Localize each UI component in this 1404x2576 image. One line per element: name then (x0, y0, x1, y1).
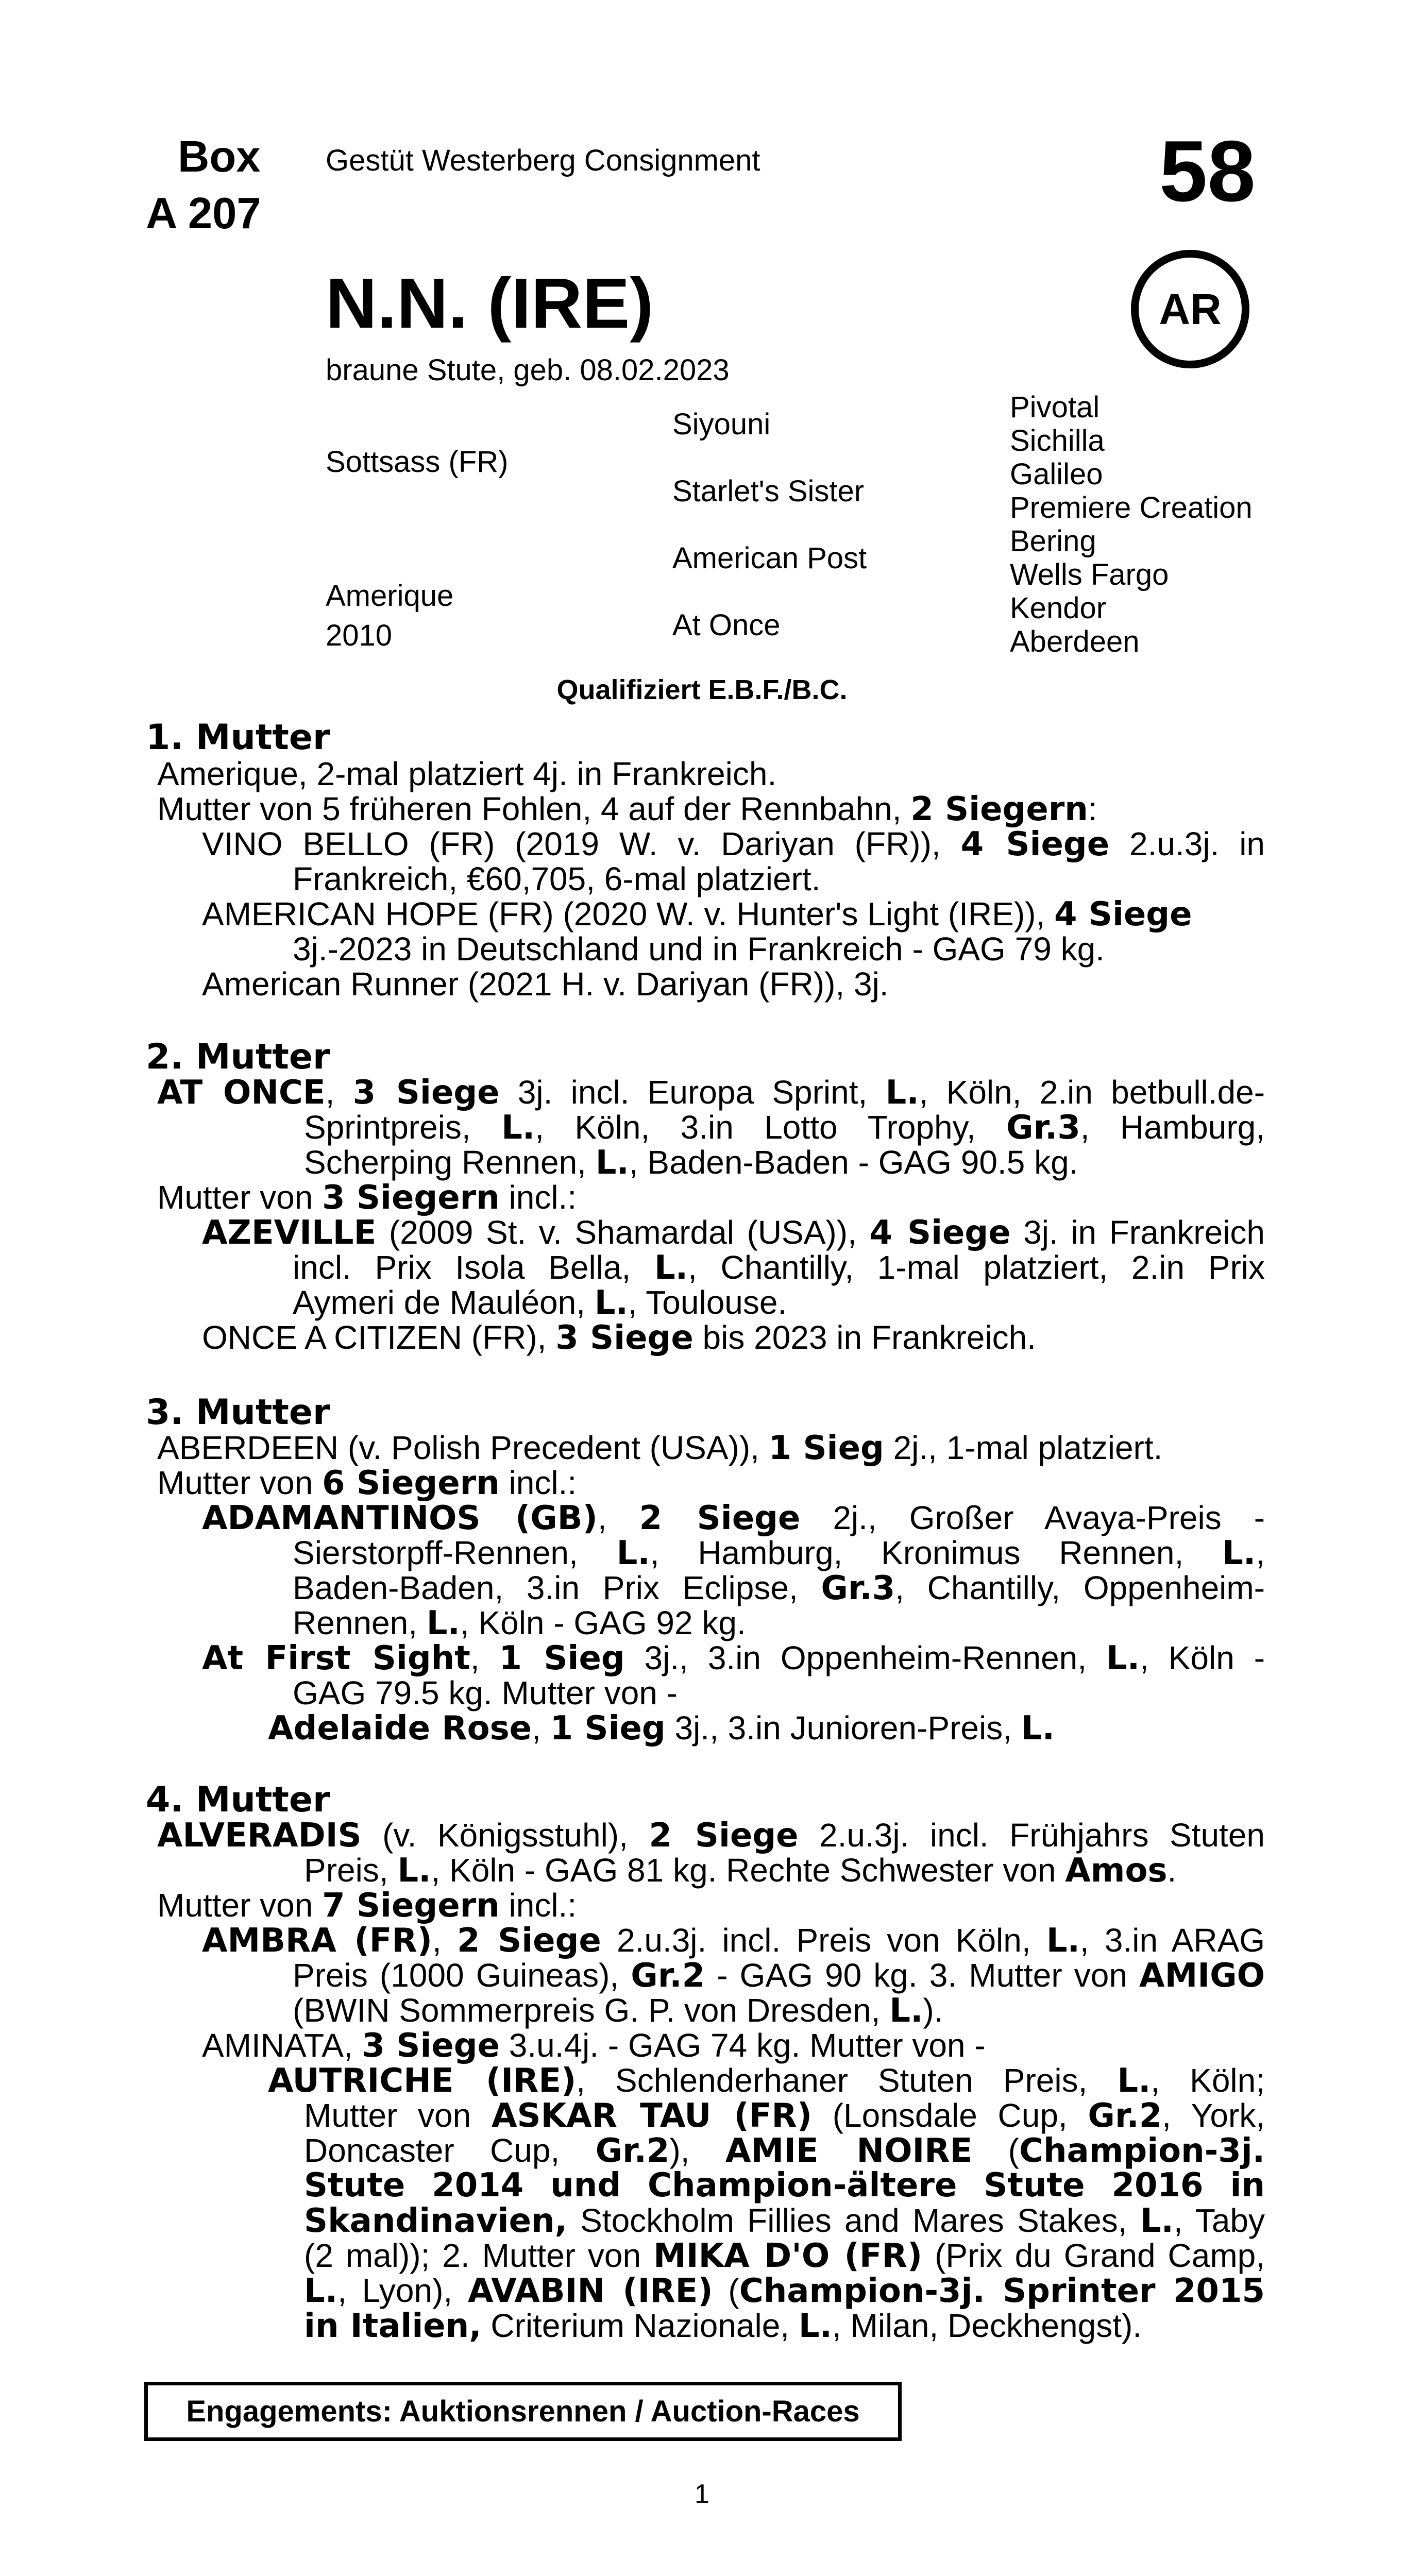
m1-line-1: Amerique, 2-mal platziert 4j. in Frankreich. (157, 755, 777, 792)
ar-badge-label: AR (1159, 284, 1222, 333)
m3-adamantinos-line-4: Rennen, L., Köln - GAG 92 kg. (293, 1604, 746, 1642)
pedigree-sire-dam: Starlet's Sister (672, 474, 865, 508)
m4-autriche-line-2: Mutter von ASKAR TAU (FR) (Lonsdale Cup, Gr.2, York, (304, 2097, 1265, 2135)
section-heading-1: 1. Mutter (146, 717, 330, 758)
pedigree-sire: Sottsass (FR) (326, 445, 509, 479)
consignor: Gestüt Westerberg Consignment (326, 144, 760, 177)
pedigree-dam: Amerique (326, 579, 454, 613)
box-number: A 207 (146, 189, 261, 238)
m3-line-2: Mutter von 6 Siegern incl.: (157, 1464, 577, 1502)
m1-line-2: Mutter von 5 früheren Fohlen, 4 auf der Rennbahn, 2 Siegern: (157, 790, 1097, 828)
box-label: Box (178, 132, 261, 181)
engagements-text: Engagements: Auktionsrennen / Auction-Races (186, 2395, 860, 2428)
m4-autriche-line-4: Stute 2014 und Champion-ältere Stute 2016 in (304, 2166, 1265, 2205)
engagements-box (144, 2382, 902, 2441)
m4-ambra-line-2: Preis (1000 Guineas), Gr.2 - GAG 90 kg. 3. Mutter von AMIGO (293, 1957, 1265, 1995)
m2-azeville-line-3: Aymeri de Mauléon, L., Toulouse. (293, 1284, 787, 1322)
m4-autriche-line-7: L., Lyon), AVABIN (IRE) (Champion-3j. Sprinter 2015 (304, 2272, 1265, 2310)
m3-adamantinos-line-1: ADAMANTINOS (GB), 2 Siege 2j., Großer Avaya-Preis - (202, 1499, 1265, 1537)
m4-ambra-line-1: AMBRA (FR), 2 Siege 2.u.3j. incl. Preis von Köln, L., 3.in ARAG (202, 1922, 1265, 1960)
m4-autriche-line-5: Skandinavien, Stockholm Fillies and Mares Stakes, L., Taby (304, 2202, 1265, 2240)
m4-autriche-line-8: in Italien, Criterium Nazionale, L., Milan, Deckhengst). (304, 2307, 1142, 2345)
m2-line-4: Mutter von 3 Siegern incl.: (157, 1179, 577, 1217)
m3-adamantinos-line-2: Sierstorpff-Rennen, L., Hamburg, Kronimus Rennen, L., (293, 1534, 1265, 1572)
m1-runner-line: American Runner (2021 H. v. Dariyan (FR)), 3j. (202, 965, 889, 1003)
pedigree-g3-1: Pivotal (1010, 391, 1100, 424)
m2-line-1: AT ONCE, 3 Siege 3j. incl. Europa Sprint, L., Köln, 2.in betbull.de- (157, 1074, 1265, 1112)
m1-hope-line-2: 3j.-2023 in Deutschland und in Frankreich - GAG 79 kg. (293, 930, 1105, 968)
pedigree-g3-7: Kendor (1010, 591, 1107, 625)
m2-line-2: Sprintpreis, L., Köln, 3.in Lotto Trophy, Gr.3, Hamburg, (304, 1109, 1265, 1147)
section-heading-3: 3. Mutter (146, 1392, 330, 1433)
m2-line-3: Scherping Rennen, L., Baden-Baden - GAG 90.5 kg. (304, 1144, 1078, 1182)
qualification: Qualifiziert E.B.F./B.C. (556, 674, 848, 705)
m4-ambra-line-3: (BWIN Sommerpreis G. P. von Dresden, L.). (293, 1992, 943, 2030)
m3-line-1: ABERDEEN (v. Polish Precedent (USA)), 1 Sieg 2j., 1-mal platziert. (157, 1429, 1163, 1467)
section-heading-2: 2. Mutter (146, 1037, 330, 1077)
m4-aminata-line: AMINATA, 3 Siege 3.u.4j. - GAG 74 kg. Mutter von - (202, 2027, 986, 2065)
m1-vino-line-2: Frankreich, €60,705, 6-mal platziert. (293, 860, 821, 897)
horse-description: braune Stute, geb. 08.02.2023 (326, 353, 730, 387)
m4-line-1: ALVERADIS (v. Königsstuhl), 2 Siege 2.u.3j. incl. Frühjahrs Stuten (157, 1817, 1265, 1855)
m2-azeville-line-2: incl. Prix Isola Bella, L., Chantilly, 1-mal platziert, 2.in Prix (293, 1249, 1265, 1287)
m1-vino-line-1: VINO BELLO (FR) (2019 W. v. Dariyan (FR)), 4 Siege 2.u.3j. in (202, 825, 1265, 863)
m2-azeville-line-1: AZEVILLE (2009 St. v. Shamardal (USA)), 4 Siege 3j. in Frankreich (202, 1214, 1265, 1252)
m4-line-3: Mutter von 7 Siegern incl.: (157, 1887, 577, 1925)
m4-autriche-line-3: Doncaster Cup, Gr.2), AMIE NOIRE (Champion-3j. (304, 2132, 1265, 2170)
pedigree-dam-year: 2010 (326, 619, 393, 652)
m2-citizen-line: ONCE A CITIZEN (FR), 3 Siege bis 2023 in Frankreich. (202, 1319, 1036, 1357)
m3-adelaide-line: Adelaide Rose, 1 Sieg 3j., 3.in Junioren-Preis, L. (268, 1709, 1055, 1748)
m3-firstsight-line-2: GAG 79.5 kg. Mutter von - (293, 1674, 678, 1711)
pedigree-g3-2: Sichilla (1010, 424, 1105, 457)
pedigree-g3-8: Aberdeen (1010, 625, 1140, 658)
ar-badge (1131, 250, 1249, 368)
pedigree-g3-5: Bering (1010, 524, 1096, 558)
lot-number: 58 (1159, 123, 1256, 219)
pedigree-g3-6: Wells Fargo (1010, 558, 1169, 591)
pedigree-g3-3: Galileo (1010, 457, 1103, 491)
page-number: 1 (695, 2479, 709, 2509)
pedigree-g3-4: Premiere Creation (1010, 491, 1253, 524)
pedigree-dam-dam: At Once (672, 608, 781, 642)
m4-line-2: Preis, L., Köln - GAG 81 kg. Rechte Schwester von Amos. (304, 1852, 1177, 1890)
horse-name: N.N. (IRE) (326, 264, 654, 343)
m3-firstsight-line-1: At First Sight, 1 Sieg 3j., 3.in Oppenheim-Rennen, L., Köln - (202, 1639, 1265, 1677)
section-heading-4: 4. Mutter (146, 1780, 330, 1820)
m4-autriche-line-6: (2 mal)); 2. Mutter von MIKA D'O (FR) (Prix du Grand Camp, (304, 2237, 1265, 2275)
pedigree-sire-sire: Siyouni (672, 408, 771, 441)
m3-adamantinos-line-3: Baden-Baden, 3.in Prix Eclipse, Gr.3, Chantilly, Oppenheim- (293, 1569, 1265, 1607)
m1-hope-line-1: AMERICAN HOPE (FR) (2020 W. v. Hunter's Light (IRE)), 4 Siege (202, 895, 1192, 934)
m4-autriche-line-1: AUTRICHE (IRE), Schlenderhaner Stuten Preis, L., Köln; (268, 2062, 1265, 2100)
pedigree-dam-sire: American Post (672, 541, 867, 575)
